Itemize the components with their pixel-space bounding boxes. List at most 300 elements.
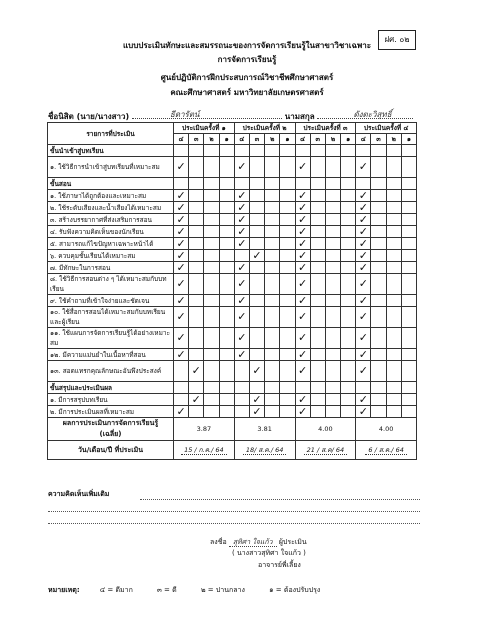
average-score: 3.81 xyxy=(234,418,295,441)
score-cell xyxy=(204,190,219,202)
score-cell xyxy=(386,361,401,382)
score-cell xyxy=(310,190,325,202)
score-cell xyxy=(189,295,204,307)
signature-line: ลงชื่อ สุทิศา ใจแก้ว ผู้ประเมิน xyxy=(210,538,307,546)
score-cell xyxy=(386,226,401,238)
check-mark-icon: ✓ xyxy=(174,274,189,295)
score-cell xyxy=(249,307,264,328)
score-cell xyxy=(386,307,401,328)
section-row xyxy=(48,178,417,190)
score-cell xyxy=(189,157,204,178)
score-cell xyxy=(310,250,325,262)
score-cell xyxy=(280,250,295,262)
score-cell xyxy=(341,274,356,295)
score-cell xyxy=(174,361,189,382)
table-row xyxy=(48,250,417,262)
check-mark-icon: ✓ xyxy=(356,214,371,226)
score-cell xyxy=(341,394,356,406)
item-column-header: รายการที่ประเมิน xyxy=(48,123,174,145)
score-cell xyxy=(219,328,234,349)
form-code-badge: ฝศ. ๐๒ xyxy=(378,30,416,50)
score-cell xyxy=(189,145,204,157)
score-cell xyxy=(174,178,189,190)
check-mark-icon: ✓ xyxy=(295,349,310,361)
score-cell xyxy=(280,214,295,226)
score-cell xyxy=(204,295,219,307)
average-label: ผลการประเมินการจัดการเรียนรู้ (เฉลี่ย) xyxy=(48,418,174,441)
score-cell xyxy=(249,157,264,178)
score-cell xyxy=(341,238,356,250)
score-cell xyxy=(219,274,234,295)
table-row xyxy=(48,202,417,214)
table-row xyxy=(48,157,417,178)
check-mark-icon: ✓ xyxy=(249,394,264,406)
score-cell xyxy=(401,226,416,238)
score-cell xyxy=(174,145,189,157)
score-cell xyxy=(295,382,310,394)
score-cell xyxy=(204,382,219,394)
score-level-header: ๒ xyxy=(265,134,280,145)
check-mark-icon: ✓ xyxy=(295,157,310,178)
score-cell xyxy=(310,262,325,274)
item-label: ๑๓. สอดแทรกคุณลักษณะอันพึงประสงค์ xyxy=(48,361,174,382)
score-cell xyxy=(371,202,386,214)
check-mark-icon: ✓ xyxy=(174,250,189,262)
score-cell xyxy=(401,250,416,262)
score-cell xyxy=(280,307,295,328)
score-cell xyxy=(341,262,356,274)
score-cell xyxy=(219,382,234,394)
section-label: ขั้นนำเข้าสู่บทเรียน xyxy=(48,145,174,157)
score-cell xyxy=(371,307,386,328)
score-cell xyxy=(386,328,401,349)
score-cell xyxy=(219,202,234,214)
score-cell xyxy=(189,190,204,202)
signed-name: สุทิศา ใจแก้ว xyxy=(229,538,277,547)
score-cell xyxy=(280,238,295,250)
score-cell xyxy=(280,361,295,382)
item-label: ๑. มีการสรุปบทเรียน xyxy=(48,394,174,406)
score-cell xyxy=(204,262,219,274)
score-cell xyxy=(310,274,325,295)
score-cell xyxy=(204,157,219,178)
score-cell xyxy=(249,145,264,157)
score-cell xyxy=(401,307,416,328)
section-label: ขั้นสรุปและประเมินผล xyxy=(48,382,174,394)
score-cell xyxy=(371,190,386,202)
score-cell xyxy=(265,274,280,295)
score-cell xyxy=(249,295,264,307)
score-cell xyxy=(341,307,356,328)
check-mark-icon: ✓ xyxy=(189,394,204,406)
score-cell xyxy=(204,394,219,406)
score-cell xyxy=(189,202,204,214)
item-label: ๑๒. มีความแม่นยำในเนื้อหาที่สอน xyxy=(48,349,174,361)
check-mark-icon: ✓ xyxy=(174,214,189,226)
score-cell xyxy=(371,361,386,382)
score-cell xyxy=(341,382,356,394)
score-cell xyxy=(265,307,280,328)
score-cell xyxy=(219,178,234,190)
center-name: ศูนย์ปฏิบัติการฝึกประสบการณ์วิชาชีพศึกษาศาสตร์ xyxy=(160,73,334,82)
item-label: ๗. มีทักษะในการสอน xyxy=(48,262,174,274)
score-level-header: ๑ xyxy=(219,134,234,145)
score-cell xyxy=(325,295,340,307)
comment-line xyxy=(140,498,420,500)
table-row xyxy=(48,328,417,349)
check-mark-icon: ✓ xyxy=(295,238,310,250)
score-cell xyxy=(280,157,295,178)
score-cell xyxy=(401,382,416,394)
item-label: ๒. มีการประเมินผลที่เหมาะสม xyxy=(48,406,174,418)
score-cell xyxy=(371,406,386,418)
score-cell xyxy=(189,262,204,274)
score-cell xyxy=(219,394,234,406)
item-label: ๙. ใช้คำถามที่เข้าใจง่ายและชัดเจน xyxy=(48,295,174,307)
score-cell xyxy=(265,202,280,214)
score-cell xyxy=(249,382,264,394)
score-level-header: ๓ xyxy=(371,134,386,145)
score-cell xyxy=(234,250,249,262)
score-cell xyxy=(386,406,401,418)
score-cell xyxy=(356,382,371,394)
score-cell xyxy=(219,295,234,307)
average-score: 3.87 xyxy=(174,418,235,441)
score-cell xyxy=(219,406,234,418)
score-cell xyxy=(204,361,219,382)
check-mark-icon: ✓ xyxy=(174,295,189,307)
check-mark-icon: ✓ xyxy=(295,202,310,214)
score-cell xyxy=(249,274,264,295)
score-level-header: ๑ xyxy=(341,134,356,145)
check-mark-icon: ✓ xyxy=(174,157,189,178)
table-row xyxy=(48,394,417,406)
score-cell xyxy=(265,145,280,157)
check-mark-icon: ✓ xyxy=(234,202,249,214)
check-mark-icon: ✓ xyxy=(249,250,264,262)
score-cell xyxy=(386,295,401,307)
section-row xyxy=(48,145,417,157)
check-mark-icon: ✓ xyxy=(234,262,249,274)
score-level-header: ๔ xyxy=(174,134,189,145)
score-cell xyxy=(310,157,325,178)
item-label: ๘. ใช้วิธีการสอนต่าง ๆ ได้เหมาะสมกับบทเรียน xyxy=(48,274,174,295)
check-mark-icon: ✓ xyxy=(356,394,371,406)
score-cell xyxy=(265,406,280,418)
score-cell xyxy=(371,382,386,394)
check-mark-icon: ✓ xyxy=(249,406,264,418)
score-level-header: ๒ xyxy=(325,134,340,145)
table-row xyxy=(48,262,417,274)
score-cell xyxy=(371,157,386,178)
score-cell xyxy=(189,307,204,328)
score-cell xyxy=(265,250,280,262)
score-cell xyxy=(386,202,401,214)
score-cell xyxy=(265,178,280,190)
check-mark-icon: ✓ xyxy=(295,250,310,262)
score-cell xyxy=(204,226,219,238)
score-cell xyxy=(386,250,401,262)
check-mark-icon: ✓ xyxy=(234,274,249,295)
score-level-header: ๓ xyxy=(189,134,204,145)
item-label: ๖. ควบคุมชั้นเรียนได้เหมาะสม xyxy=(48,250,174,262)
score-cell xyxy=(219,238,234,250)
score-level-header: ๒ xyxy=(386,134,401,145)
score-cell xyxy=(325,328,340,349)
score-cell xyxy=(386,214,401,226)
score-cell xyxy=(386,178,401,190)
item-label: ๑๑. ใช้แผนการจัดการเรียนรู้ได้อย่างเหมาะสม xyxy=(48,328,174,349)
item-label: ๕. สามารถแก้ไขปัญหาเฉพาะหน้าได้ xyxy=(48,238,174,250)
score-cell xyxy=(280,226,295,238)
score-cell xyxy=(325,262,340,274)
score-cell xyxy=(401,349,416,361)
score-level-header: ๔ xyxy=(356,134,371,145)
score-cell xyxy=(341,145,356,157)
item-label: ๒. ใช้ระดับเสียงและน้ำเสียงได้เหมาะสม xyxy=(48,202,174,214)
score-cell xyxy=(386,274,401,295)
table-row xyxy=(48,361,417,382)
check-mark-icon: ✓ xyxy=(295,190,310,202)
score-cell xyxy=(371,178,386,190)
check-mark-icon: ✓ xyxy=(189,361,204,382)
score-cell xyxy=(325,382,340,394)
score-cell xyxy=(401,190,416,202)
score-cell xyxy=(341,250,356,262)
score-cell xyxy=(249,349,264,361)
score-cell xyxy=(325,361,340,382)
score-cell xyxy=(249,190,264,202)
score-cell xyxy=(280,262,295,274)
date-label: วัน/เดือน/ปี ที่ประเมิน xyxy=(48,441,174,460)
check-mark-icon: ✓ xyxy=(234,157,249,178)
score-cell xyxy=(189,214,204,226)
score-cell xyxy=(371,226,386,238)
score-cell xyxy=(234,361,249,382)
score-cell xyxy=(325,157,340,178)
score-cell xyxy=(371,238,386,250)
table-row xyxy=(48,214,417,226)
check-mark-icon: ✓ xyxy=(174,262,189,274)
score-cell xyxy=(204,214,219,226)
score-cell xyxy=(189,250,204,262)
score-cell xyxy=(265,157,280,178)
check-mark-icon: ✓ xyxy=(234,328,249,349)
round-header: ประเมินครั้งที่ ๑ xyxy=(174,123,235,134)
check-mark-icon: ✓ xyxy=(295,394,310,406)
score-cell xyxy=(310,361,325,382)
check-mark-icon: ✓ xyxy=(356,328,371,349)
comment-line xyxy=(48,510,420,512)
score-cell xyxy=(325,226,340,238)
check-mark-icon: ✓ xyxy=(174,307,189,328)
score-cell xyxy=(371,214,386,226)
score-cell xyxy=(401,361,416,382)
score-cell xyxy=(341,202,356,214)
score-cell xyxy=(325,202,340,214)
score-cell xyxy=(401,406,416,418)
score-cell xyxy=(234,178,249,190)
score-cell xyxy=(401,328,416,349)
score-cell xyxy=(341,349,356,361)
form-subtitle: การจัดการเรียนรู้ xyxy=(217,55,277,64)
score-cell xyxy=(341,214,356,226)
score-cell xyxy=(280,328,295,349)
score-cell xyxy=(280,295,295,307)
comment-line xyxy=(48,522,420,524)
check-mark-icon: ✓ xyxy=(356,406,371,418)
score-cell xyxy=(401,262,416,274)
comments-label: ความคิดเห็นเพิ่มเติม xyxy=(48,490,110,498)
score-cell xyxy=(371,274,386,295)
evaluation-date: 18/ ส.ค./ 64 xyxy=(234,441,295,460)
surname-label: นามสกุล xyxy=(284,112,315,121)
score-cell xyxy=(310,202,325,214)
score-cell xyxy=(189,226,204,238)
item-label: ๑๐. ใช้สื่อการสอนได้เหมาะสมกับบทเรียนและผู้เรียน xyxy=(48,307,174,328)
table-row xyxy=(48,274,417,295)
score-cell xyxy=(310,406,325,418)
check-mark-icon: ✓ xyxy=(295,307,310,328)
score-cell xyxy=(401,394,416,406)
score-cell xyxy=(371,145,386,157)
score-cell xyxy=(234,394,249,406)
section-label: ขั้นสอน xyxy=(48,178,174,190)
score-cell xyxy=(219,361,234,382)
score-cell xyxy=(371,262,386,274)
score-level-header: ๓ xyxy=(249,134,264,145)
score-level-header: ๔ xyxy=(234,134,249,145)
score-cell xyxy=(325,178,340,190)
score-cell xyxy=(204,250,219,262)
average-score: 4.00 xyxy=(356,418,417,441)
score-cell xyxy=(234,145,249,157)
score-cell xyxy=(189,328,204,349)
check-mark-icon: ✓ xyxy=(174,238,189,250)
score-cell xyxy=(204,178,219,190)
score-cell xyxy=(265,349,280,361)
check-mark-icon: ✓ xyxy=(234,238,249,250)
score-cell xyxy=(386,394,401,406)
table-row xyxy=(48,226,417,238)
check-mark-icon: ✓ xyxy=(174,406,189,418)
check-mark-icon: ✓ xyxy=(356,307,371,328)
check-mark-icon: ✓ xyxy=(295,274,310,295)
check-mark-icon: ✓ xyxy=(295,226,310,238)
score-cell xyxy=(280,202,295,214)
score-cell xyxy=(189,406,204,418)
check-mark-icon: ✓ xyxy=(356,202,371,214)
score-cell xyxy=(325,394,340,406)
score-cell xyxy=(325,274,340,295)
score-cell xyxy=(310,214,325,226)
score-level-header: ๑ xyxy=(280,134,295,145)
score-cell xyxy=(219,214,234,226)
score-cell xyxy=(310,238,325,250)
score-cell xyxy=(189,274,204,295)
score-cell xyxy=(341,406,356,418)
round-header: ประเมินครั้งที่ ๒ xyxy=(234,123,295,134)
score-cell xyxy=(341,226,356,238)
score-cell xyxy=(371,250,386,262)
score-cell xyxy=(204,328,219,349)
score-cell xyxy=(386,190,401,202)
score-cell xyxy=(325,349,340,361)
evaluation-date: 21 / ส.ค/ 64 xyxy=(295,441,356,460)
score-cell xyxy=(325,238,340,250)
round-header: ประเมินครั้งที่ ๔ xyxy=(356,123,417,134)
score-cell xyxy=(310,178,325,190)
score-cell xyxy=(265,394,280,406)
score-cell xyxy=(341,190,356,202)
table-row xyxy=(48,307,417,328)
check-mark-icon: ✓ xyxy=(174,202,189,214)
check-mark-icon: ✓ xyxy=(356,250,371,262)
evaluation-date: 15 / ก.ค./ 64 xyxy=(174,441,235,460)
printed-name: ( นางสาวสุทิศา ใจแก้ว ) xyxy=(232,549,306,557)
score-cell xyxy=(280,349,295,361)
score-cell xyxy=(174,382,189,394)
score-cell xyxy=(174,394,189,406)
table-row xyxy=(48,406,417,418)
score-cell xyxy=(265,361,280,382)
score-cell xyxy=(341,178,356,190)
score-cell xyxy=(341,295,356,307)
check-mark-icon: ✓ xyxy=(234,214,249,226)
check-mark-icon: ✓ xyxy=(234,295,249,307)
item-label: ๔. รับฟังความคิดเห็นของนักเรียน xyxy=(48,226,174,238)
item-label: ๓. สร้างบรรยากาศที่ส่งเสริมการสอน xyxy=(48,214,174,226)
score-cell xyxy=(249,202,264,214)
check-mark-icon: ✓ xyxy=(295,406,310,418)
score-cell xyxy=(249,328,264,349)
item-label: ๑. ใช้วิธีการนำเข้าสู่บทเรียนที่เหมาะสม xyxy=(48,157,174,178)
score-cell xyxy=(310,382,325,394)
score-cell xyxy=(265,328,280,349)
score-cell xyxy=(325,307,340,328)
check-mark-icon: ✓ xyxy=(295,328,310,349)
student-firstname: ธีดารัตน์ xyxy=(169,110,200,119)
score-cell xyxy=(280,178,295,190)
score-cell xyxy=(219,262,234,274)
score-cell xyxy=(234,382,249,394)
score-cell xyxy=(249,178,264,190)
check-mark-icon: ✓ xyxy=(174,349,189,361)
check-mark-icon: ✓ xyxy=(356,295,371,307)
check-mark-icon: ✓ xyxy=(174,190,189,202)
score-cell xyxy=(401,295,416,307)
score-cell xyxy=(249,262,264,274)
check-mark-icon: ✓ xyxy=(295,295,310,307)
score-cell xyxy=(219,349,234,361)
score-cell xyxy=(401,214,416,226)
evaluation-table xyxy=(47,122,417,460)
score-cell xyxy=(310,226,325,238)
check-mark-icon: ✓ xyxy=(356,361,371,382)
score-cell xyxy=(356,145,371,157)
check-mark-icon: ✓ xyxy=(234,190,249,202)
score-cell xyxy=(204,307,219,328)
score-cell xyxy=(249,214,264,226)
score-cell xyxy=(219,226,234,238)
check-mark-icon: ✓ xyxy=(174,226,189,238)
score-cell xyxy=(295,145,310,157)
score-cell xyxy=(249,238,264,250)
item-label: ๑. ใช้ภาษาได้ถูกต้องและเหมาะสม xyxy=(48,190,174,202)
score-cell xyxy=(386,145,401,157)
score-cell xyxy=(401,274,416,295)
score-cell xyxy=(265,238,280,250)
